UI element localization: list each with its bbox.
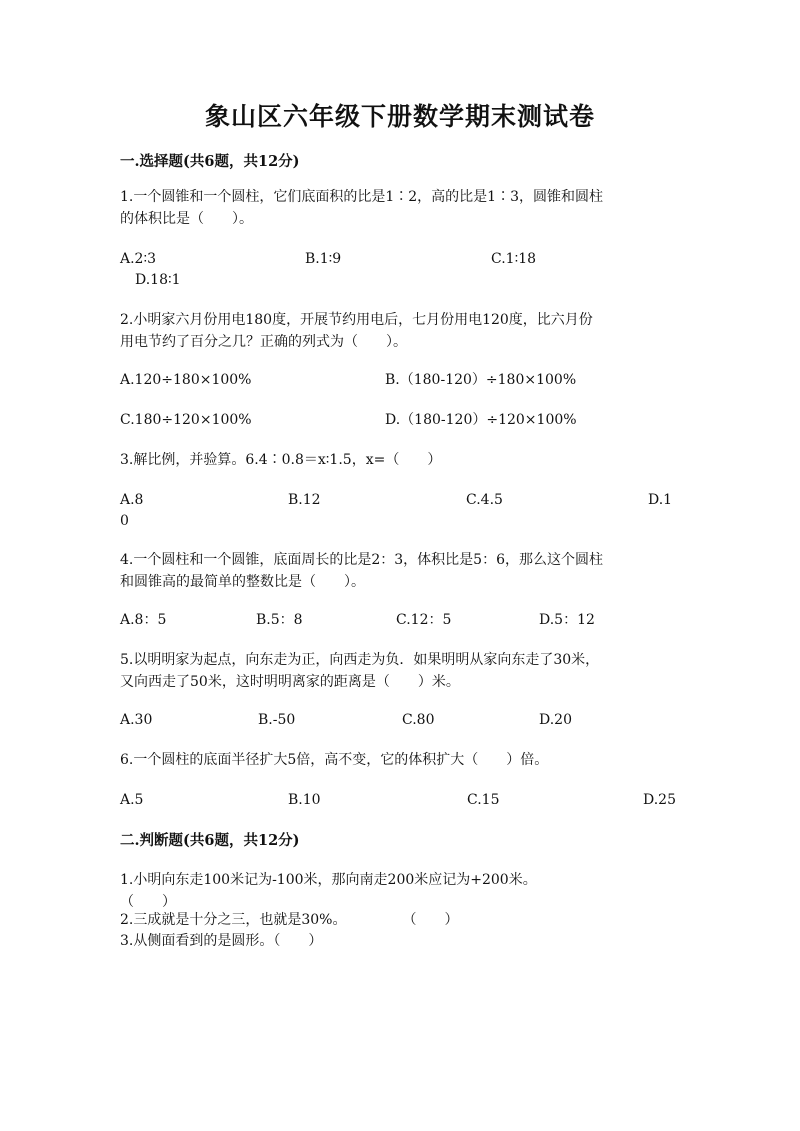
option-a: A.2∶3 — [120, 251, 157, 267]
option-d: D.1 — [648, 492, 673, 508]
option-d: D.20 — [539, 712, 572, 728]
option-c: C.1∶18 — [491, 251, 537, 267]
question-line: 6.一个圆柱的底面半径扩大5倍，高不变，它的体积扩大（ ）倍。 — [120, 752, 549, 768]
question-line: 2.三成就是十分之三，也就是30%。 （ ） — [120, 912, 459, 928]
judge-question-1 — [120, 869, 680, 913]
option-c: C.15 — [467, 792, 500, 808]
option-a: A.120÷180×100% — [120, 372, 252, 388]
option-d-wrap: 0 — [120, 513, 129, 529]
option-d: D.18∶1 — [135, 272, 181, 288]
option-c: C.12：5 — [396, 612, 452, 628]
option-a: A.8：5 — [120, 612, 167, 628]
question-line: 的体积比是（ ）。 — [120, 211, 253, 227]
question-line: 5.以明明家为起点，向东走为正，向西走为负．如果明明从家向东走了30米， — [120, 652, 600, 668]
question-6 — [120, 749, 680, 771]
question-line: （ ） — [120, 894, 176, 910]
option-b: B.1∶9 — [305, 251, 342, 267]
option-d: D.5：12 — [539, 612, 595, 628]
page-title: 象山区六年级下册数学期末测试卷 — [204, 102, 595, 131]
option-a: A.30 — [120, 712, 153, 728]
option-c: C.80 — [402, 712, 435, 728]
question-line: 3.解比例，并验算。6.4∶0.8＝x∶1.5，x=（ ） — [120, 452, 442, 468]
question-5 — [120, 649, 680, 693]
question-line: 2.小明家六月份用电180度，开展节约用电后，七月份用电120度，比六月份 — [120, 312, 593, 328]
question-3 — [120, 449, 680, 471]
question-line: 用电节约了百分之几？正确的列式为（ ）。 — [120, 334, 407, 350]
option-c: C.180÷120×100% — [120, 412, 252, 428]
option-c: C.4.5 — [466, 492, 503, 508]
option-b: B.5：8 — [256, 612, 303, 628]
question-2 — [120, 309, 680, 353]
option-b: B.12 — [288, 492, 321, 508]
option-d: D.（180-120）÷120×100% — [385, 412, 577, 428]
section-heading-judge: 二.判断题(共6题，共12分) — [120, 832, 300, 849]
option-a: A.5 — [120, 792, 144, 808]
section-heading-choice: 一.选择题(共6题，共12分) — [120, 153, 300, 170]
question-line: 4.一个圆柱和一个圆锥，底面周长的比是2：3，体积比是5：6，那么这个圆柱 — [120, 552, 603, 568]
question-line: 1.小明向东走100米记为-100米，那向南走200米应记为+200米。 — [120, 872, 537, 888]
option-b: B.（180-120）÷180×100% — [385, 372, 577, 388]
question-line: 3.从侧面看到的是圆形。（ ） — [120, 933, 323, 949]
option-b: B.10 — [288, 792, 321, 808]
question-line: 和圆锥高的最简单的整数比是（ ）。 — [120, 574, 365, 590]
question-line: 1.一个圆锥和一个圆柱，它们底面积的比是1∶2，高的比是1∶3，圆锥和圆柱 — [120, 189, 603, 205]
option-a: A.8 — [120, 492, 144, 508]
judge-question-3 — [120, 930, 680, 952]
option-d: D.25 — [643, 792, 676, 808]
question-1 — [120, 186, 680, 230]
question-4 — [120, 549, 680, 593]
judge-question-2 — [120, 909, 680, 931]
option-b: B.-50 — [258, 712, 296, 728]
question-line: 又向西走了50米，这时明明离家的距离是（ ）米。 — [120, 674, 460, 690]
